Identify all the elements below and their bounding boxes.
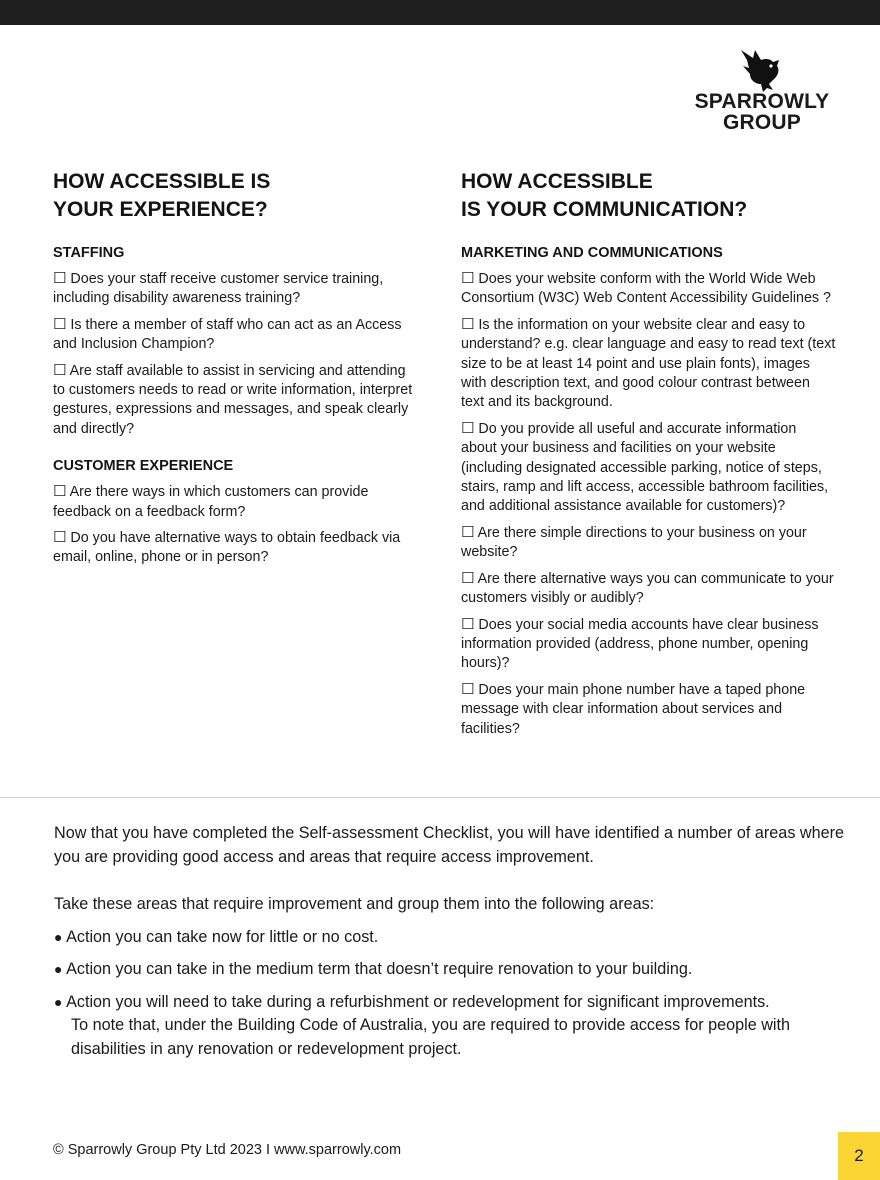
logo-wordmark-line1: SPARROWLY bbox=[694, 90, 830, 113]
checkbox-icon[interactable]: ☐ bbox=[53, 315, 67, 333]
communication-title-line2: IS YOUR COMMUNICATION? bbox=[461, 198, 748, 221]
logo-wordmark-line2: GROUP bbox=[722, 111, 801, 134]
checklist-item: ☐ Is there a member of staff who can act as an Access and Inclusion Champion? bbox=[53, 315, 402, 353]
top-bar bbox=[0, 0, 880, 25]
checklist-item: ☐ Does your main phone number have a taped phone message with clear information about services and facilities? bbox=[461, 680, 806, 737]
footer-copyright: © Sparrowly Group Pty Ltd 2023 I www.sparrowly.com bbox=[53, 1142, 402, 1158]
checklist-item: ☐ Does your staff receive customer service training, including disability awareness training? bbox=[53, 270, 384, 307]
checklist-item: ☐ Are staff available to assist in servicing and attending to customers needs to read or write information, interpret gestures, expressions and messages, and speak clearly and directly? bbox=[53, 361, 413, 437]
checkbox-icon[interactable]: ☐ bbox=[53, 361, 67, 379]
action-bullet: ● Action you will need to take during a refurbishment or redevelopment for significant improvements. bbox=[54, 992, 770, 1011]
page-number: 2 bbox=[838, 1132, 880, 1180]
communication-column bbox=[461, 168, 836, 745]
checkbox-icon[interactable]: ☐ bbox=[461, 270, 475, 287]
checkbox-icon[interactable]: ☐ bbox=[461, 315, 475, 333]
customer-experience-heading: CUSTOMER EXPERIENCE bbox=[53, 458, 234, 475]
building-code-note: To note that, under the Building Code of Australia, you are required to provide access for people with disabilities in any renovation or redevelopment project. bbox=[71, 1016, 790, 1058]
staffing-heading: STAFFING bbox=[53, 245, 125, 261]
checkbox-icon[interactable]: ☐ bbox=[461, 615, 475, 633]
checkbox-icon[interactable]: ☐ bbox=[53, 529, 67, 547]
checklist-item: ☐ Are there alternative ways you can communicate to your customers visibly or audibly? bbox=[461, 569, 834, 607]
sparrow-bird-icon bbox=[733, 44, 791, 92]
experience-title-line2: YOUR EXPERIENCE? bbox=[53, 198, 268, 221]
summary-section bbox=[54, 822, 844, 1061]
checklist-item: ☐ Do you provide all useful and accurate information about your business and facilities on your website (including designated accessible parking, notice of steps, stairs, ramp and lift access, accessible bathroom facilities, and additional assistance available for customers)? bbox=[461, 419, 829, 515]
action-bullet: ● Action you can take in the medium term that doesn’t require renovation to your building. bbox=[54, 960, 693, 978]
bullet-icon: ● bbox=[54, 993, 63, 1010]
checklist-item: ☐ Does your social media accounts have clear business information provided (address, phone number, opening hours)? bbox=[461, 615, 819, 672]
experience-column bbox=[53, 168, 413, 574]
communication-title-line1: HOW ACCESSIBLE bbox=[461, 170, 653, 193]
section-divider bbox=[0, 797, 880, 798]
action-bullet: ● Action you can take now for little or no cost. bbox=[54, 927, 379, 946]
sparrowly-logo bbox=[678, 44, 846, 136]
checklist-item: ☐ Are there simple directions to your business on your website? bbox=[461, 523, 807, 561]
experience-title-line1: HOW ACCESSIBLE IS bbox=[53, 170, 271, 193]
checkbox-icon[interactable]: ☐ bbox=[461, 569, 475, 587]
checkbox-icon[interactable]: ☐ bbox=[461, 419, 475, 437]
communication-title bbox=[461, 168, 836, 224]
checklist-item: ☐ Are there ways in which customers can provide feedback on a feedback form? bbox=[53, 483, 369, 520]
checkbox-icon[interactable]: ☐ bbox=[53, 270, 67, 287]
checkbox-icon[interactable]: ☐ bbox=[53, 483, 67, 501]
bullet-icon: ● bbox=[54, 961, 63, 977]
summary-instruction: Take these areas that require improvement and group them into the following areas: bbox=[54, 895, 655, 913]
bullet-icon: ● bbox=[54, 928, 63, 945]
checkbox-icon[interactable]: ☐ bbox=[461, 680, 475, 698]
marketing-heading: MARKETING AND COMMUNICATIONS bbox=[461, 245, 723, 261]
checklist-item: ☐ Is the information on your website clear and easy to understand? e.g. clear language and easy to read text (text size to be at least 14 point and use plain fonts), images with description text, and good colour contrast between text and its background. bbox=[461, 315, 836, 411]
checklist-item: ☐ Do you have alternative ways to obtain feedback via email, online, phone or in person? bbox=[53, 529, 401, 566]
checklist-item: ☐ Does your website conform with the World Wide Web Consortium (W3C) Web Content Accessibility Guidelines ? bbox=[461, 270, 832, 307]
experience-title bbox=[53, 168, 413, 224]
checkbox-icon[interactable]: ☐ bbox=[461, 523, 475, 541]
summary-intro: Now that you have completed the Self-assessment Checklist, you will have identified a number of areas where you are providing good access and areas that require access improvement. bbox=[54, 824, 844, 866]
